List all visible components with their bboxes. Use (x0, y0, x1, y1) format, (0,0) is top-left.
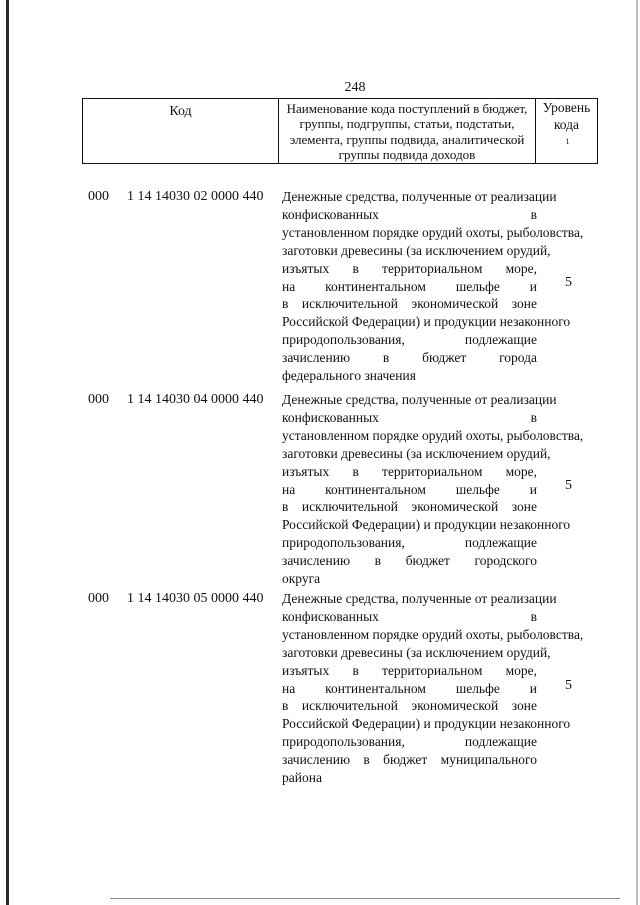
row-kbk-code: 1 14 14030 02 0000 440 (127, 189, 264, 204)
row-description-line: на континентальном шельфе и (282, 680, 537, 696)
row-description-line: на континентальном шельфе и (282, 481, 537, 497)
row-description-line: изъятых в территориальном море, (282, 662, 537, 678)
row-level: 5 (565, 478, 572, 493)
header-cell-level (536, 99, 597, 163)
page-number: 248 (344, 80, 366, 95)
header-cell-name (279, 99, 536, 163)
row-admin-code: 000 (88, 189, 109, 204)
row-description-line: Российской Федерации) и продукции незаконного (282, 314, 571, 330)
row-description-line: на континентальном шельфе и (282, 278, 537, 294)
header-cell-code (83, 99, 279, 163)
row-description-line: в исключительной экономической зоне (282, 698, 537, 714)
row-description-line: Денежные средства, полученные от реализации (282, 591, 557, 606)
row-description-line: изъятых в территориальном море, (282, 260, 537, 276)
header-level-label (536, 99, 597, 154)
row-description (282, 590, 584, 787)
row-description-line: изъятых в территориальном море, (282, 463, 537, 479)
row-kbk-code: 1 14 14030 05 0000 440 (127, 591, 264, 606)
row-description-line: Денежные средства, полученные от реализации (282, 189, 557, 204)
row-description (282, 188, 584, 385)
row-description-line: в исключительной экономической зоне (282, 296, 537, 312)
row-level: 5 (565, 678, 572, 693)
scan-edge-left (6, 0, 9, 905)
header-code-label: Код (169, 104, 192, 119)
row-description-line: природопользования, подлежащие (282, 734, 537, 750)
row-description-line: конфискованных в (282, 608, 537, 624)
row-description-line: зачислению в бюджет города (282, 350, 537, 366)
row-description-line: установленном порядке орудий охоты, рыболовства, (282, 224, 584, 240)
row-description-line: Российской Федерации) и продукции незаконного (282, 716, 571, 732)
row-description-line: района (282, 770, 322, 786)
row-kbk-code: 1 14 14030 04 0000 440 (127, 392, 264, 407)
row-description-line: природопользования, подлежащие (282, 332, 537, 348)
scan-bottom-line (110, 898, 620, 899)
row-description-line: зачислению в бюджет муниципального (282, 752, 537, 768)
row-description (282, 391, 584, 588)
table-header (82, 98, 598, 164)
header-level-text: Уровень кода (542, 100, 591, 132)
row-description-line: заготовки древесины (за исключением орудий, (282, 644, 551, 660)
row-description-line: федерального значения (282, 368, 416, 384)
row-description-line: природопользования, подлежащие (282, 535, 537, 551)
row-level: 5 (565, 275, 572, 290)
row-description-line: Российской Федерации) и продукции незаконного (282, 517, 571, 533)
row-description-line: установленном порядке орудий охоты, рыболовства, (282, 626, 584, 642)
row-description-line: зачислению в бюджет городского (282, 553, 537, 569)
row-description-line: Денежные средства, полученные от реализации (282, 392, 557, 407)
row-admin-code: 000 (88, 392, 109, 407)
row-description-line: заготовки древесины (за исключением орудий, (282, 242, 551, 258)
row-admin-code: 000 (88, 591, 109, 606)
header-name-label: Наименование кода поступлений в бюджет, группы, подгруппы, статьи, подстатьи, элемента, группы подвида, аналитической группы подвида доходов (286, 101, 528, 163)
row-description-line: округа (282, 571, 321, 587)
row-description-line: установленном порядке орудий охоты, рыболовства, (282, 427, 584, 443)
row-description-line: заготовки древесины (за исключением орудий, (282, 445, 551, 461)
header-level-footnote: 1 (565, 137, 570, 146)
row-description-line: в исключительной экономической зоне (282, 499, 537, 515)
row-description-line: конфискованных в (282, 206, 537, 222)
row-description-line: конфискованных в (282, 409, 537, 425)
scan-edge-right (636, 0, 638, 905)
